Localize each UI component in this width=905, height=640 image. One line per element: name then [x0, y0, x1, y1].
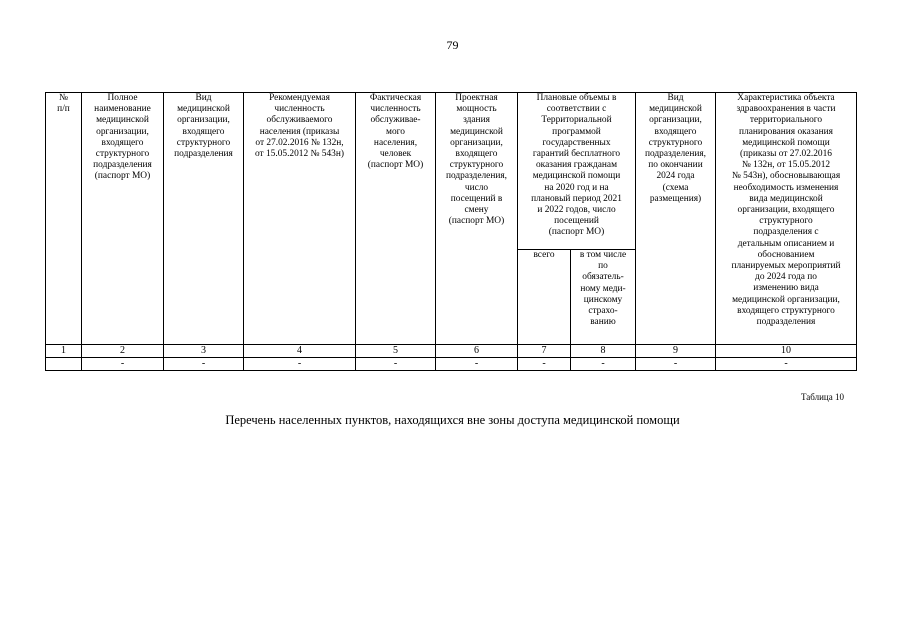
column-number-cell: 3: [164, 345, 244, 358]
header-recommended-population: Рекомендуемая численность обслуживаемого населения (приказы от 27.02.2016 № 132н, от 15.05.2012 № 543н): [244, 93, 356, 345]
data-cell: -: [244, 358, 356, 371]
data-cell: -: [571, 358, 636, 371]
header-full-name: Полное наименование медицинской организации, входящего структурного подразделения (паспорт МО): [82, 93, 164, 345]
data-cell: -: [82, 358, 164, 371]
header-org-type: Вид медицинской организации, входящего структурного подразделения: [164, 93, 244, 345]
data-cell: -: [356, 358, 436, 371]
column-number-cell: 7: [518, 345, 571, 358]
column-number-cell: 6: [436, 345, 518, 358]
header-planned-volumes: Плановые объемы в соответствии с Территориальной программой государственных гарантий бесплатного оказания гражданам медицинской помощи на 2020 год и на плановый период 2021 и 2022 годов, число посещений (паспорт МО): [518, 93, 636, 250]
data-cell: -: [636, 358, 716, 371]
data-cell: -: [716, 358, 857, 371]
column-number-cell: 5: [356, 345, 436, 358]
subheader-oms: в том числе по обязатель- ному меди- цинскому страхо- ванию: [571, 250, 636, 345]
column-number-cell: 8: [571, 345, 636, 358]
header-actual-population: Фактическая численность обслуживае- мого населения, человек (паспорт МО): [356, 93, 436, 345]
section-title: Перечень населенных пунктов, находящихся вне зоны доступа медицинской помощи: [225, 413, 680, 427]
header-org-type-2024: Вид медицинской организации, входящего структурного подразделения, по окончании 2024 года (схема размещения): [636, 93, 716, 345]
header-design-capacity: Проектная мощность здания медицинской организации, входящего структурного подразделения, число посещений в смену (паспорт МО): [436, 93, 518, 345]
data-cell: [46, 358, 82, 371]
column-number-cell: 10: [716, 345, 857, 358]
header-characteristics: Характеристика объекта здравоохранения в части территориального планирования оказания медицинской помощи (приказы от 27.02.2016 № 132н, от 15.05.2012 № 543н), обосновывающая необходимость изменения вида медицинской организации, входящего структурного подразделения с детальным описанием и обоснованием планируемых мероприятий до 2024 года по изменению вида медицинской организации, входящего структурного подразделения: [716, 93, 857, 345]
medical-organizations-table: [45, 92, 857, 371]
header-number: № п/п: [46, 93, 82, 345]
column-number-cell: 9: [636, 345, 716, 358]
column-number-cell: 4: [244, 345, 356, 358]
data-cell: -: [436, 358, 518, 371]
subheader-total: всего: [518, 250, 571, 345]
column-number-cell: 2: [82, 345, 164, 358]
page-number: 79: [446, 38, 459, 52]
data-cell: -: [518, 358, 571, 371]
data-cell: -: [164, 358, 244, 371]
column-number-cell: 1: [46, 345, 82, 358]
table-caption: Таблица 10: [801, 392, 844, 402]
